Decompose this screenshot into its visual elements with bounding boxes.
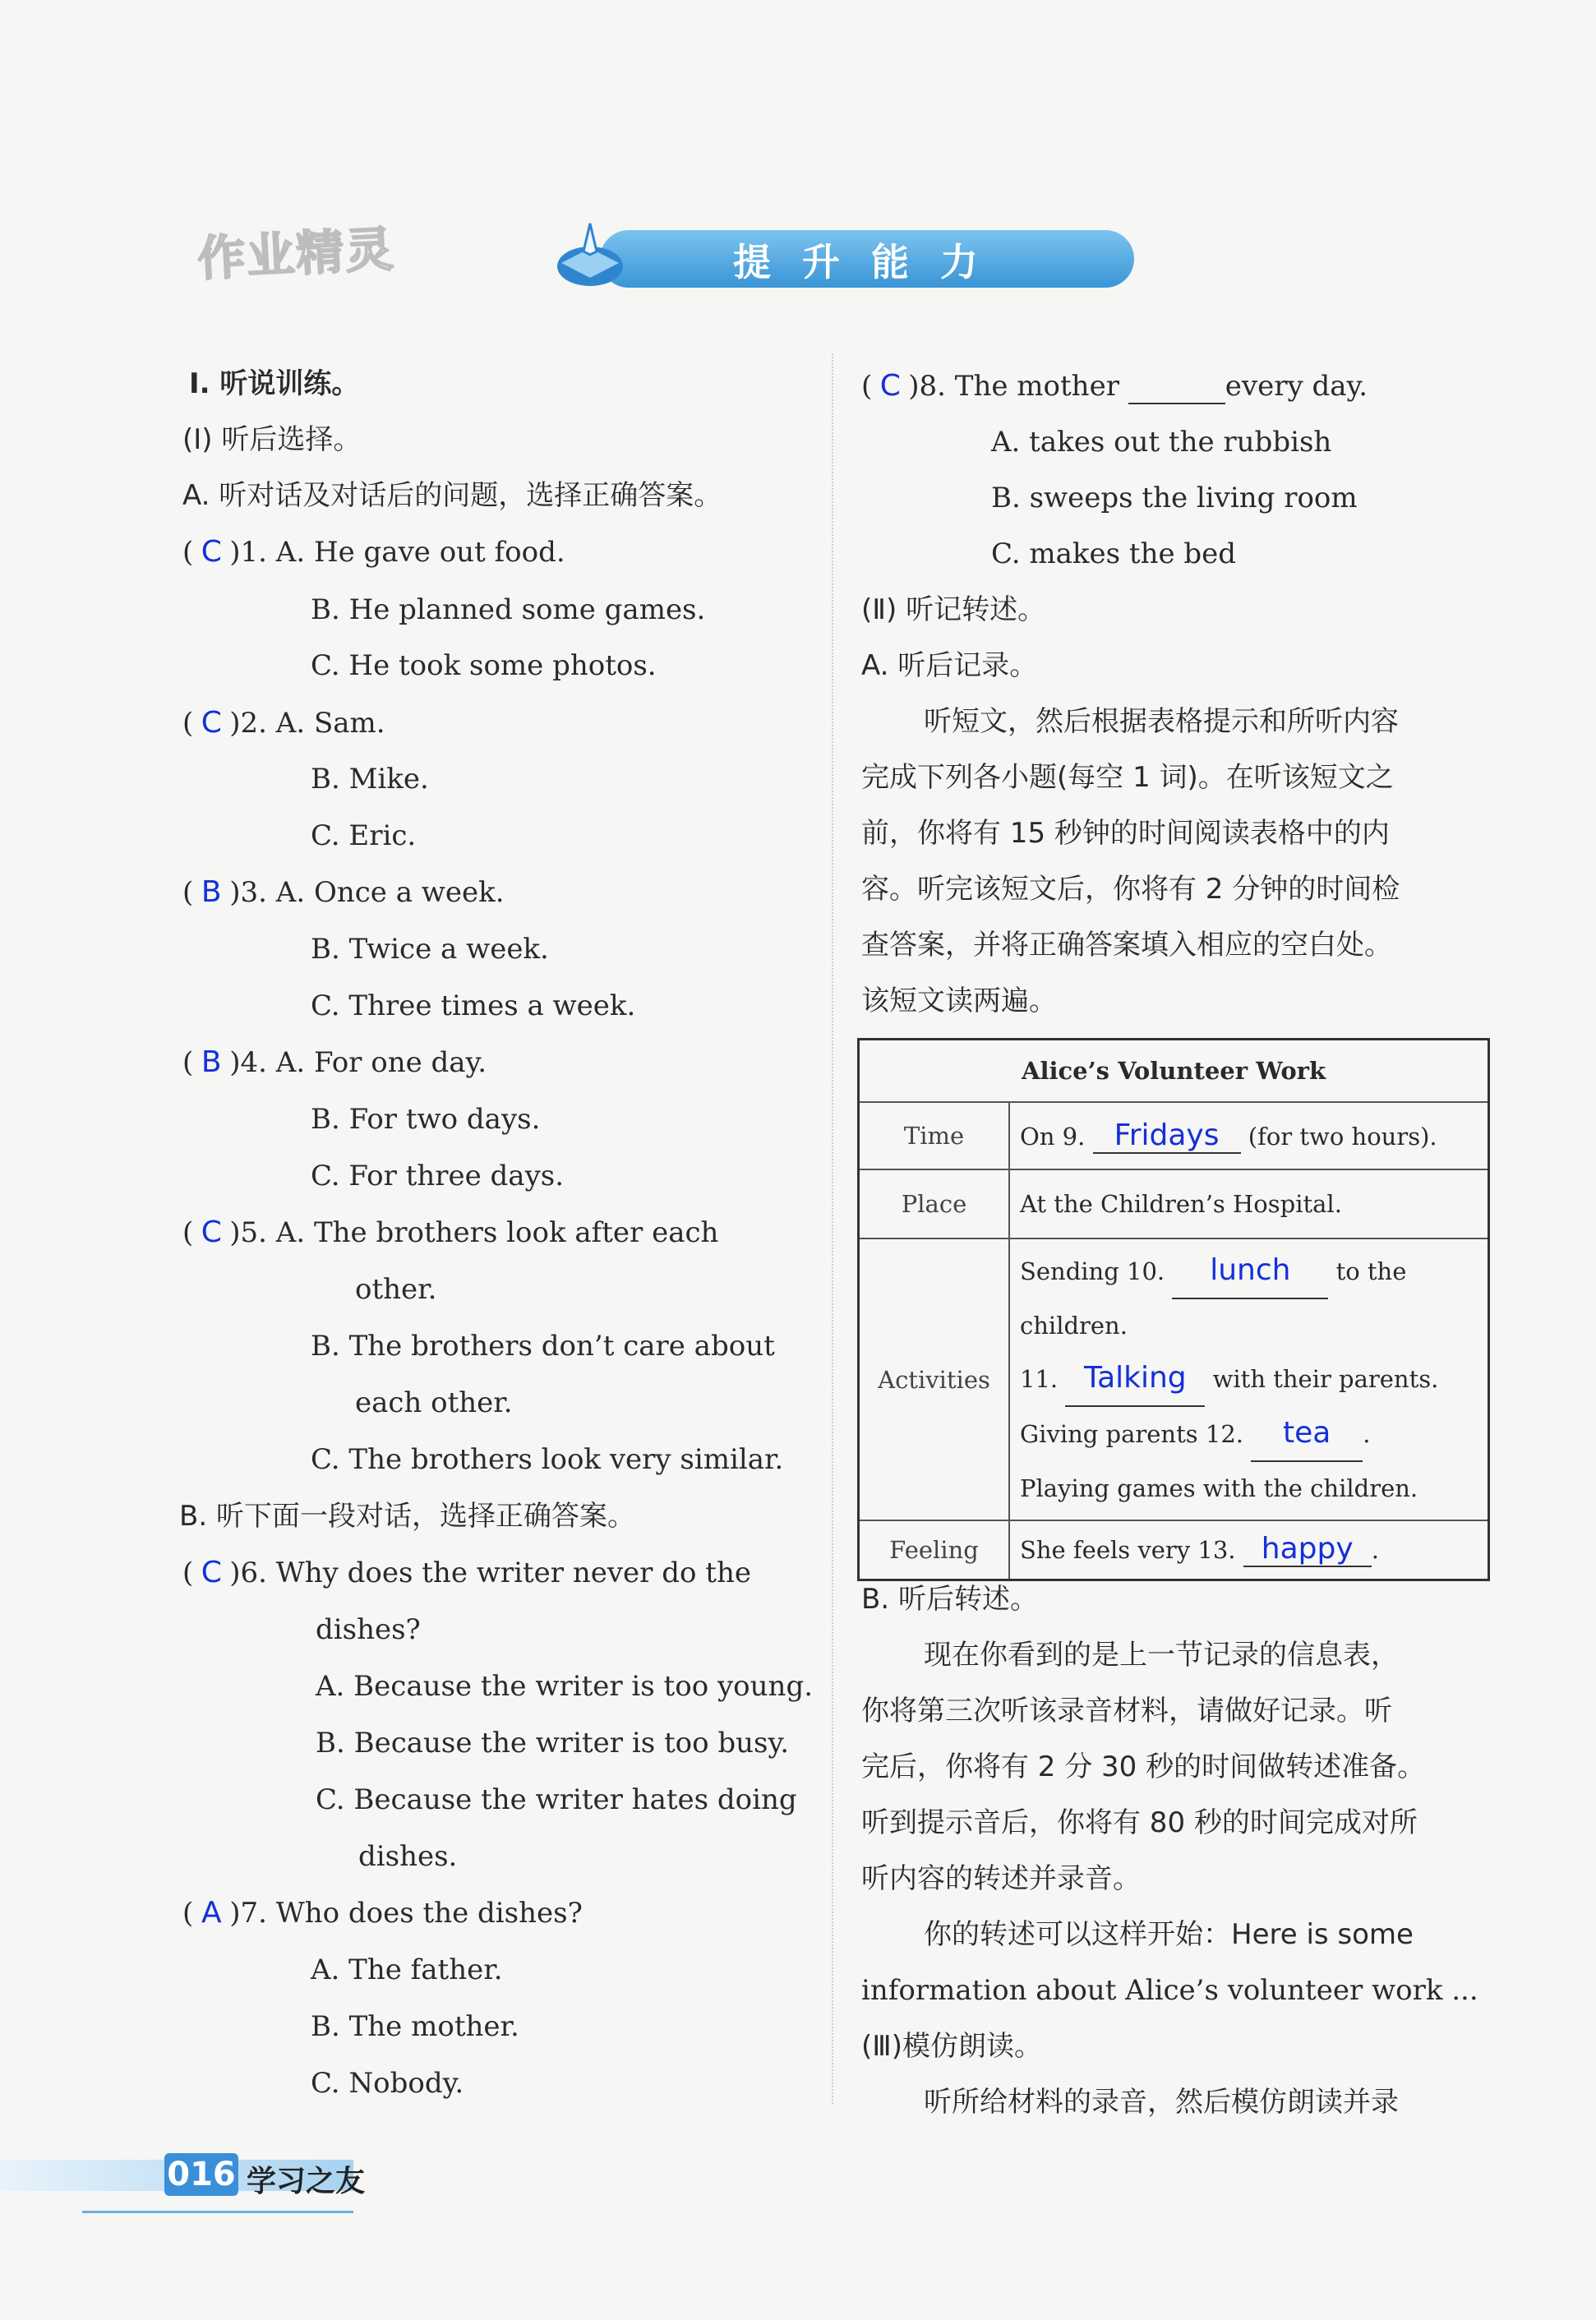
question-7: ( A )7. Who does the dishes? xyxy=(182,1896,583,1930)
option-7a: A. The father. xyxy=(311,1953,503,1986)
instruction-line: 听到提示音后，你将有 80 秒的时间完成对所 xyxy=(861,1806,1418,1839)
option-2b: B. Mike. xyxy=(311,763,429,796)
question-3: ( B )3. A. Once a week. xyxy=(182,875,505,909)
banner-title: 提升能力 xyxy=(733,240,1009,284)
option-2c: C. Eric. xyxy=(311,819,417,852)
option-6c-cont: dishes. xyxy=(358,1840,458,1873)
question-6: ( C )6. Why does the writer never do the xyxy=(182,1556,751,1589)
question-2: ( C )2. A. Sam. xyxy=(182,706,385,740)
part-3-heading: (Ⅲ)模仿朗读。 xyxy=(861,2030,1042,2063)
question-5: ( C )5. A. The brothers look after each xyxy=(182,1215,719,1249)
answer-8: C xyxy=(879,369,901,403)
time-label: Time xyxy=(859,1102,1010,1169)
question-8: ( C )8. The mother every day. xyxy=(861,369,1368,403)
question-6-cont: dishes? xyxy=(316,1613,421,1646)
option-7c: C. Nobody. xyxy=(311,2067,464,2100)
option-6c: C. Because the writer hates doing xyxy=(316,1783,797,1816)
part-b-instruction: B. 听下面一段对话，选择正确答案。 xyxy=(179,1500,635,1533)
option-3c: C. Three times a week. xyxy=(311,989,636,1022)
answer-9: Fridays xyxy=(1114,1118,1220,1152)
option-7b: B. The mother. xyxy=(311,2010,519,2043)
place-cell: At the Children’s Hospital. xyxy=(1009,1169,1489,1238)
feeling-label: Feeling xyxy=(859,1520,1010,1580)
part-heading: (Ⅰ) 听后选择。 xyxy=(182,423,362,456)
feeling-cell: She feels very 13. happy . xyxy=(1009,1520,1489,1580)
answer-2: C xyxy=(201,706,222,740)
option-8a: A. takes out the rubbish xyxy=(991,426,1332,459)
option-4c: C. For three days. xyxy=(311,1160,565,1192)
place-label: Place xyxy=(859,1169,1010,1238)
answer-13: happy xyxy=(1261,1532,1354,1566)
instruction-line: 你将第三次听该录音材料，请做好记录。听 xyxy=(861,1695,1392,1727)
option-4b: B. For two days. xyxy=(311,1103,541,1136)
volunteer-work-table xyxy=(857,1038,1490,1581)
page-number: 016 xyxy=(164,2153,238,2196)
instruction-line: 听短文，然后根据表格提示和所听内容 xyxy=(924,705,1399,738)
part-instruction: A. 听对话及对话后的问题，选择正确答案。 xyxy=(182,479,722,512)
answer-1: C xyxy=(201,535,222,569)
instruction-line: information about Alice’s volunteer work ... xyxy=(861,1974,1478,2007)
option-8c: C. makes the bed xyxy=(991,537,1237,570)
activities-cell: Sending 10. lunch to the children. 11. Talking with their parents. Giving parents 12. tea . Playing games with the children. xyxy=(1009,1238,1489,1520)
section-heading: Ⅰ. 听说训练。 xyxy=(189,367,360,400)
instruction-line: 你的转述可以这样开始：Here is some xyxy=(924,1918,1414,1951)
instruction-line: 现在你看到的是上一节记录的信息表， xyxy=(924,1639,1399,1672)
instruction-line: 该短文读两遍。 xyxy=(861,985,1057,1017)
option-5b: B. The brothers don’t care about xyxy=(311,1330,775,1363)
instruction-line: 听内容的转述并录音。 xyxy=(861,1862,1141,1895)
question-4: ( B )4. A. For one day. xyxy=(182,1045,487,1079)
instruction-line: 容。听完该短文后，你将有 2 分钟的时间检 xyxy=(861,873,1400,906)
answer-5: C xyxy=(201,1215,222,1249)
part-2a-heading: A. 听后记录。 xyxy=(861,649,1038,682)
answer-7: A xyxy=(201,1896,222,1930)
answer-10: lunch xyxy=(1210,1253,1291,1287)
instruction-line: 完成下列各小题(每空 1 词)。在听该短文之 xyxy=(861,761,1394,794)
option-6a: A. Because the writer is too young. xyxy=(316,1670,814,1703)
option-5a-cont: other. xyxy=(355,1273,437,1306)
answer-11: Talking xyxy=(1084,1361,1187,1395)
time-cell: On 9. Fridays (for two hours). xyxy=(1009,1102,1489,1169)
answer-3: B xyxy=(201,875,222,909)
instruction-line: 查答案，并将正确答案填入相应的空白处。 xyxy=(861,929,1392,962)
answer-4: B xyxy=(201,1045,222,1079)
part-2-heading: (Ⅱ) 听记转述。 xyxy=(861,593,1046,626)
option-5b-cont: each other. xyxy=(355,1386,513,1419)
instruction-line: 听所给材料的录音，然后模仿朗读并录 xyxy=(924,2086,1399,2119)
option-3b: B. Twice a week. xyxy=(311,933,549,966)
table-title: Alice’s Volunteer Work xyxy=(859,1040,1489,1103)
option-6b: B. Because the writer is too busy. xyxy=(316,1727,790,1760)
footer-divider xyxy=(82,2211,353,2213)
book-pen-icon xyxy=(549,215,631,297)
instruction-line: 前，你将有 15 秒钟的时间阅读表格中的内 xyxy=(861,817,1390,850)
answer-12: tea xyxy=(1283,1416,1331,1450)
option-1b: B. He planned some games. xyxy=(311,593,706,626)
watermark-logo: 作业精灵 xyxy=(196,220,396,288)
instruction-line: 完后，你将有 2 分 30 秒的时间做转述准备。 xyxy=(861,1750,1426,1783)
option-1c: C. He took some photos. xyxy=(311,649,657,682)
answer-6: C xyxy=(201,1556,222,1589)
activities-label: Activities xyxy=(859,1238,1010,1520)
book-title: 学习之友 xyxy=(247,2165,366,2198)
column-divider xyxy=(832,353,833,2104)
option-8b: B. sweeps the living room xyxy=(991,482,1358,514)
question-1: ( C )1. A. He gave out food. xyxy=(182,535,565,569)
part-2b-heading: B. 听后转述。 xyxy=(861,1583,1038,1616)
option-5c: C. The brothers look very similar. xyxy=(311,1443,784,1476)
